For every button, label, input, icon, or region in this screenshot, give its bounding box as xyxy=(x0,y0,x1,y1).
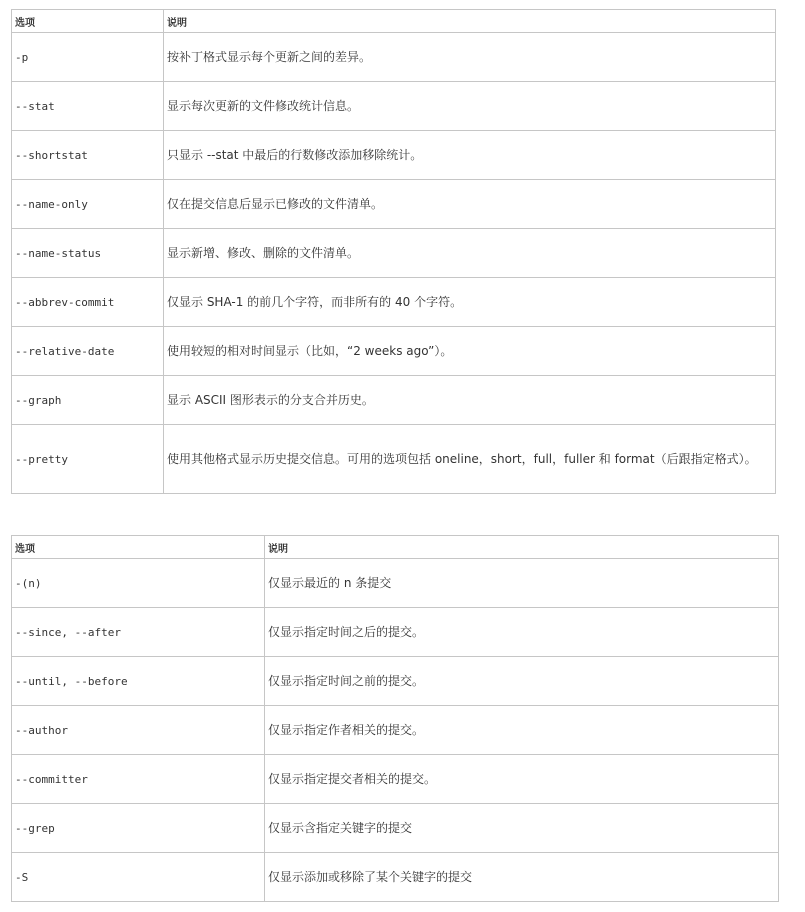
table-row xyxy=(12,706,779,755)
table-header-row xyxy=(12,536,779,559)
description-column-header: 说明 xyxy=(265,536,779,559)
option-cell: --name-status xyxy=(12,229,164,278)
description-cell: 使用其他格式显示历史提交信息。可用的选项包括 oneline，short，full，fuller 和 format（后跟指定格式）。 xyxy=(164,425,776,494)
table-row xyxy=(12,327,776,376)
option-column-header: 选项 xyxy=(12,536,265,559)
table-row xyxy=(12,229,776,278)
description-cell: 仅显示 SHA-1 的前几个字符，而非所有的 40 个字符。 xyxy=(164,278,776,327)
description-cell: 只显示 --stat 中最后的行数修改添加移除统计。 xyxy=(164,131,776,180)
table-row xyxy=(12,425,776,494)
log-limit-options-table xyxy=(11,535,779,902)
description-cell: 显示 ASCII 图形表示的分支合并历史。 xyxy=(164,376,776,425)
option-cell: --committer xyxy=(12,755,265,804)
description-cell: 显示每次更新的文件修改统计信息。 xyxy=(164,82,776,131)
description-cell: 仅显示指定时间之前的提交。 xyxy=(265,657,779,706)
table-row xyxy=(12,804,779,853)
option-cell: -(n) xyxy=(12,559,265,608)
table-row xyxy=(12,657,779,706)
table-row xyxy=(12,559,779,608)
option-cell: --pretty xyxy=(12,425,164,494)
option-cell: --grep xyxy=(12,804,265,853)
description-cell: 仅在提交信息后显示已修改的文件清单。 xyxy=(164,180,776,229)
option-cell: --shortstat xyxy=(12,131,164,180)
table-row xyxy=(12,853,779,902)
option-cell: --graph xyxy=(12,376,164,425)
description-cell: 仅显示指定时间之后的提交。 xyxy=(265,608,779,657)
table-header-row xyxy=(12,10,776,33)
table-row xyxy=(12,82,776,131)
description-cell: 显示新增、修改、删除的文件清单。 xyxy=(164,229,776,278)
option-cell: --since, --after xyxy=(12,608,265,657)
table-row xyxy=(12,180,776,229)
description-cell: 使用较短的相对时间显示（比如，“2 weeks ago”）。 xyxy=(164,327,776,376)
description-cell: 仅显示最近的 n 条提交 xyxy=(265,559,779,608)
description-cell: 仅显示含指定关键字的提交 xyxy=(265,804,779,853)
table-row xyxy=(12,376,776,425)
table-row xyxy=(12,278,776,327)
log-output-options-table xyxy=(11,9,776,494)
option-cell: -p xyxy=(12,33,164,82)
table-row xyxy=(12,608,779,657)
table-row xyxy=(12,755,779,804)
option-column-header: 选项 xyxy=(12,10,164,33)
option-cell: --name-only xyxy=(12,180,164,229)
description-cell: 仅显示添加或移除了某个关键字的提交 xyxy=(265,853,779,902)
option-cell: --stat xyxy=(12,82,164,131)
description-cell: 仅显示指定提交者相关的提交。 xyxy=(265,755,779,804)
option-cell: -S xyxy=(12,853,265,902)
option-cell: --relative-date xyxy=(12,327,164,376)
table-row xyxy=(12,33,776,82)
description-cell: 按补丁格式显示每个更新之间的差异。 xyxy=(164,33,776,82)
option-cell: --abbrev-commit xyxy=(12,278,164,327)
table-row xyxy=(12,131,776,180)
option-cell: --until, --before xyxy=(12,657,265,706)
description-cell: 仅显示指定作者相关的提交。 xyxy=(265,706,779,755)
option-cell: --author xyxy=(12,706,265,755)
description-column-header: 说明 xyxy=(164,10,776,33)
